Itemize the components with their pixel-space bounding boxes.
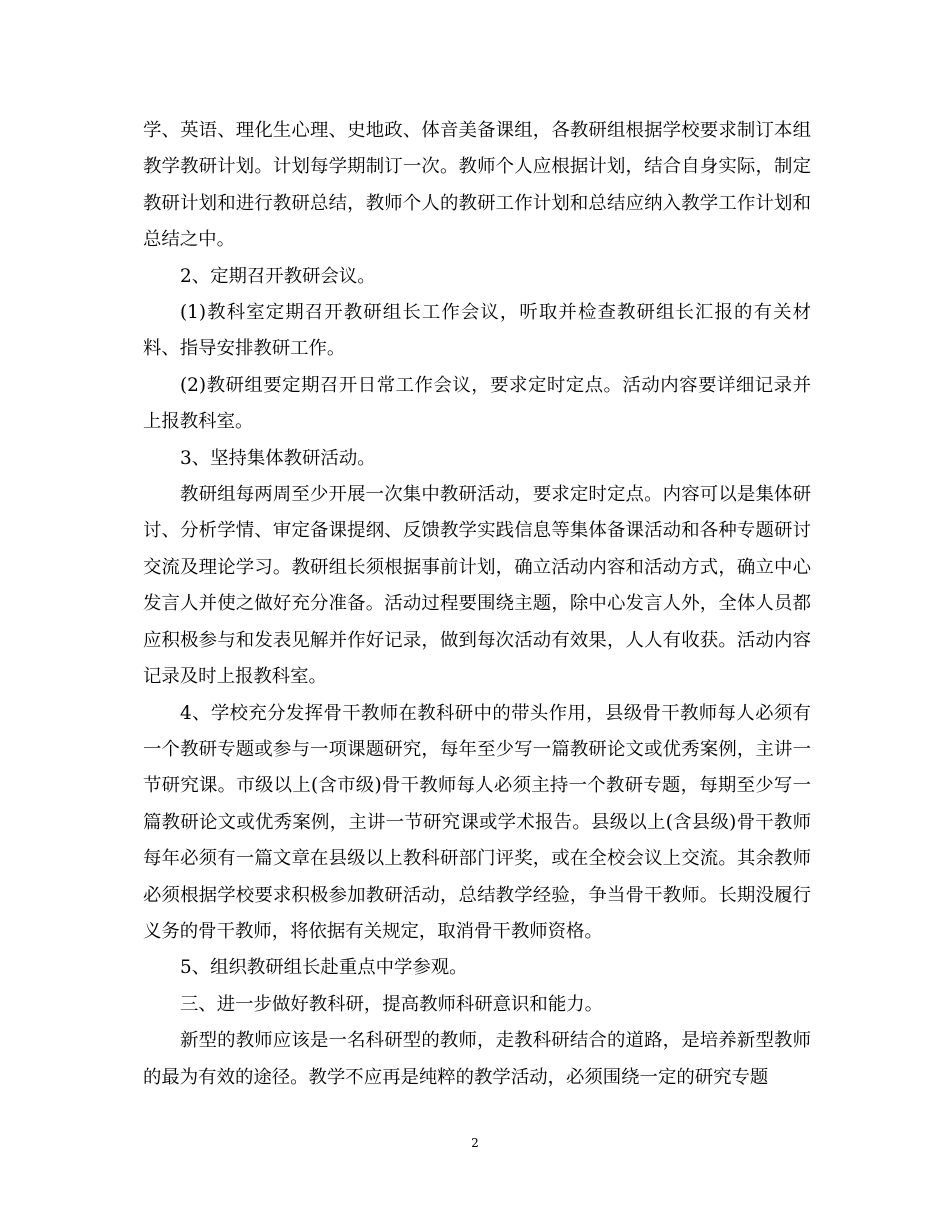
section-heading-3: 三、进一步做好教科研，提高教师科研意识和能力。 bbox=[180, 993, 603, 1015]
paragraph-subitem-1: (1)教科室定期召开教研组长工作会议，听取并检查教研组长汇报的有关材料、指导安排教研工作。 bbox=[143, 302, 811, 360]
paragraph-subitem-2: (2)教研组要定期召开日常工作会议，要求定时定点。活动内容要详细记录并上报教科室。 bbox=[143, 374, 811, 433]
paragraph-item-2: 2、定期召开教研会议。 bbox=[180, 265, 376, 287]
paragraph-item-3: 3、坚持集体教研活动。 bbox=[180, 447, 376, 469]
paragraph-item-5: 5、组织教研组长赴重点中学参观。 bbox=[180, 957, 468, 979]
paragraph-section-3-intro: 新型的教师应该是一名科研型的教师，走教科研结合的道路，是培养新型教师的最为有效的途径。教学不应再是纯粹的教学活动，必须围绕一定的研究专题 bbox=[143, 1030, 811, 1088]
page-number: 2 bbox=[471, 1136, 479, 1150]
paragraph-item-3-detail: 教研组每两周至少开展一次集中教研活动，要求定时定点。内容可以是集体研讨、分析学情、审定备课提纲、反馈教学实践信息等集体备课活动和各种专题研讨交流及理论学习。教研组长须根据事前计划，确立活动内容和活动方式，确立中心发言人并使之做好充分准备。活动过程要围绕主题，除中心发言人外，全体人员都应积极参与和发表见解并作好记录，做到每次活动有效果，人人有收获。活动内容记录及时上报教科室。 bbox=[143, 484, 811, 688]
document-body bbox=[143, 113, 811, 1096]
paragraph-continuation: 学、英语、理化生心理、史地政、体音美备课组，各教研组根据学校要求制订本组教学教研计划。计划每学期制订一次。教师个人应根据计划，结合自身实际，制定教研计划和进行教研总结，教师个人的教研工作计划和总结应纳入教学工作计划和总结之中。 bbox=[143, 120, 811, 251]
paragraph-item-4: 4、学校充分发挥骨干教师在教科研中的带头作用，县级骨干教师每人必须有一个教研专题或参与一项课题研究，每年至少写一篇教研论文或优秀案例，主讲一节研究课。市级以上(含市级)骨干教师每人必须主持一个教研专题，每期至少写一篇教研论文或优秀案例，主讲一节研究课或学术报告。县级以上(含县级)骨干教师每年必须有一篇文章在县级以上教科研部门评奖，或在全校会议上交流。其余教师必须根据学校要求积极参加教研活动，总结教学经验，争当骨干教师。长期没履行义务的骨干教师，将依据有关规定，取消骨干教师资格。 bbox=[143, 702, 811, 942]
